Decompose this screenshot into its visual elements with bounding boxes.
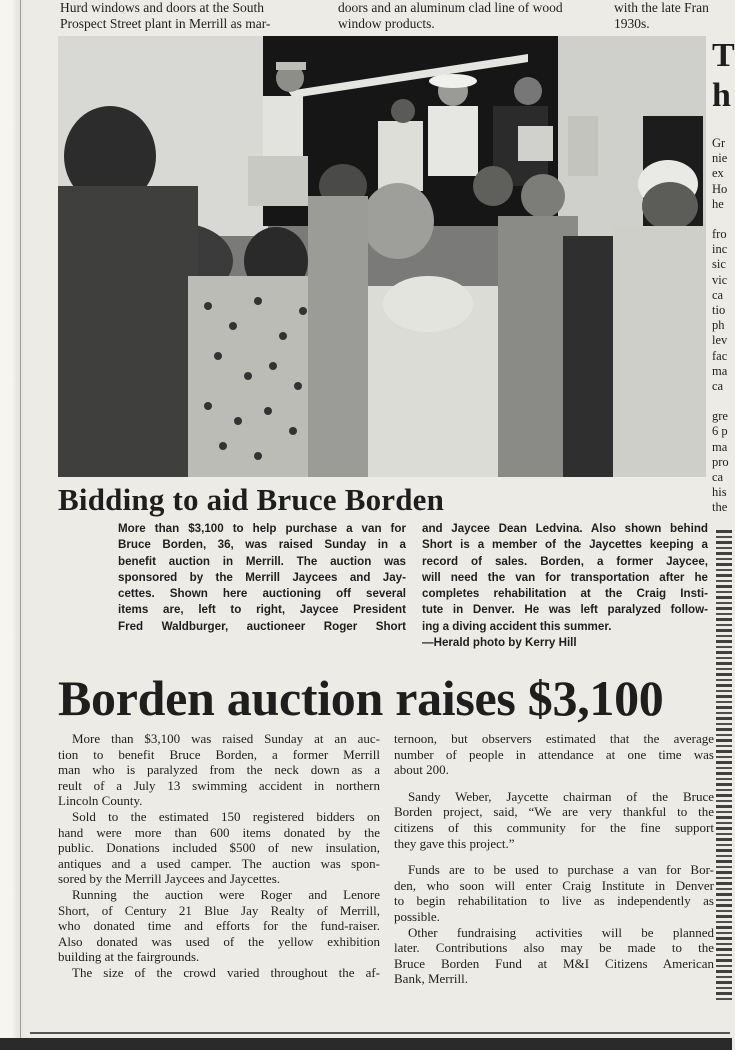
article-line: number of people in attendance at one time was xyxy=(394,746,714,762)
adjacent-text-line: his xyxy=(712,485,727,500)
bottom-rule xyxy=(30,1032,730,1034)
article-line: Funds are to be used to purchase a van for Bor- xyxy=(408,862,714,878)
caption-line: items are, left to right, Jaycee President xyxy=(118,603,406,617)
top-right-line: with the late Fran xyxy=(614,0,709,15)
top-left-line: Prospect Street plant in Merrill as mar- xyxy=(60,16,271,31)
caption-line: Short is a member of the Jaycettes keeping a xyxy=(422,538,708,552)
article-line: The size of the crowd varied throughout the af- xyxy=(72,964,380,980)
article-body-right-column xyxy=(394,731,714,987)
caption-line: Bruce Borden, 36, was raised Sunday in a xyxy=(118,538,406,552)
adjacent-text-line: ca xyxy=(712,470,724,485)
binding-rule xyxy=(20,0,21,1050)
photo-caption-right-column xyxy=(422,521,708,651)
adjacent-text-line: the xyxy=(712,500,728,515)
adjacent-text-line: fac xyxy=(712,348,728,363)
caption-line: and Jaycee Dean Ledvina. Also shown behind xyxy=(422,522,708,535)
adjacent-text-line: vic xyxy=(712,272,728,287)
photo-credit: —Herald photo by Kerry Hill xyxy=(422,636,577,650)
top-left-column xyxy=(60,0,322,32)
adjacent-text-line: ma xyxy=(712,439,728,454)
adjacent-text-line: Ho xyxy=(712,181,728,196)
page-bottom-edge xyxy=(0,1038,732,1050)
top-right-line: 1930s. xyxy=(614,16,650,31)
article-line: Bruce Borden Fund at M&I Citizens American xyxy=(394,955,714,971)
article-line: Lincoln County. xyxy=(58,793,143,809)
caption-line: Fred Waldburger, auctioneer Roger Short xyxy=(118,619,406,633)
adjacent-text-line: ca xyxy=(712,379,724,394)
top-middle-column xyxy=(338,0,606,32)
adjacent-text-line: inc xyxy=(712,242,728,257)
adjacent-text-line xyxy=(712,394,732,409)
adjacent-text-line: Gr xyxy=(712,136,726,150)
adjacent-text-line: ca xyxy=(712,287,724,302)
auction-crowd-illustration xyxy=(58,36,706,477)
article-line: hand were more than 600 items donated by the xyxy=(58,824,380,840)
article-line: Other fundraising activities will be planned xyxy=(408,924,714,940)
article-line: who donated time and efforts for the fund-raiser. xyxy=(58,918,380,934)
article-line: sored by the Merrill Jaycees and Jaycettes. xyxy=(58,871,281,887)
article-line: More than $3,100 was raised Sunday at an auc- xyxy=(72,731,380,746)
article-line: reult of a July 13 swimming accident in northern xyxy=(58,777,380,793)
article-line: antiques and a used camper. The auction was spon- xyxy=(58,855,380,871)
adjacent-text-line: gre xyxy=(712,409,728,424)
adjacent-article-column xyxy=(712,36,735,536)
adjacent-text-line xyxy=(712,212,732,227)
caption-line: tute in Denver. He was left paralyzed follow- xyxy=(422,603,708,617)
article-line: to begin rehabilitation to live as independently as xyxy=(394,893,714,909)
caption-line: ing a diving accident this summer. xyxy=(422,619,612,633)
adjacent-text-line: he xyxy=(712,196,724,211)
caption-line: benefit auction in Merrill. The auction was xyxy=(118,554,406,568)
caption-line: completes rehabilitation at the Craig Insti- xyxy=(422,587,708,601)
news-photo xyxy=(58,36,706,477)
adjacent-text-line: ma xyxy=(712,363,728,378)
article-line: public. Donations included $500 of new insulation, xyxy=(58,840,380,856)
top-middle-line: doors and an aluminum clad line of wood xyxy=(338,0,563,15)
adjacent-text-line: nie xyxy=(712,151,728,166)
caption-line: will need the van for transportation after he xyxy=(422,570,708,584)
article-body-left-column xyxy=(58,731,380,981)
adjacent-text-line: pro xyxy=(712,454,729,469)
article-line: possible. xyxy=(394,908,440,924)
adjacent-text-line: fro xyxy=(712,227,727,242)
article-headline: Borden auction raises $3,100 xyxy=(58,670,664,726)
article-line: tion to benefit Bruce Borden, a former Merrill xyxy=(58,746,380,762)
adjacent-text-line: lev xyxy=(712,333,728,348)
caption-line: sponsored by the Merrill Jaycees and Jay- xyxy=(118,570,406,584)
caption-line: record of sales. Borden, a former Jaycee, xyxy=(422,554,708,568)
article-line: they gave this project.” xyxy=(394,835,515,851)
photo-caption-left-column xyxy=(118,521,406,635)
article-line: Also donated was used of the yellow exhibition xyxy=(58,933,380,949)
article-line: citizens of this community for the fine support xyxy=(394,819,714,835)
article-line: Bank, Merrill. xyxy=(394,971,469,987)
article-line: later. Contributions also may be made to the xyxy=(394,940,714,956)
article-line: Sold to the estimated 150 registered bidders on xyxy=(72,808,380,824)
article-line: about 200. xyxy=(394,762,449,778)
page-edge-shadow xyxy=(716,530,732,1000)
article-line: building at the fairgrounds. xyxy=(58,949,200,965)
adjacent-text-line: sic xyxy=(712,257,726,272)
adjacent-text-line: ex xyxy=(712,166,724,181)
photo-caption-headline: Bidding to aid Bruce Borden xyxy=(58,482,445,517)
article-line: Short, of Century 21 Blue Jay Realty of Merrill, xyxy=(58,902,380,918)
adjacent-article-headline: T h xyxy=(712,37,735,114)
top-left-line: Hurd windows and doors at the South xyxy=(60,0,264,15)
article-line: Running the auction were Roger and Lenore xyxy=(72,886,380,902)
top-middle-line: window products. xyxy=(338,16,435,31)
adjacent-text-line: tio xyxy=(712,303,726,318)
adjacent-text-line: ph xyxy=(712,318,725,333)
article-line: ternoon, but observers estimated that the average xyxy=(394,731,714,746)
top-right-column xyxy=(614,0,732,32)
caption-line: cettes. Shown here auctioning off several xyxy=(118,587,406,601)
adjacent-text-line: 6 p xyxy=(712,424,728,439)
page-binding xyxy=(0,0,26,1050)
caption-line: More than $3,100 to help purchase a van for xyxy=(118,522,406,535)
article-line: Sandy Weber, Jaycette chairman of the Bruce xyxy=(408,788,714,804)
article-line: Borden project, said, “We are very thankful to the xyxy=(394,804,714,820)
article-line: den, who soon will enter Craig Institute in Denver xyxy=(394,877,714,893)
article-line: man who is paralyzed from the neck down as a xyxy=(58,762,380,778)
